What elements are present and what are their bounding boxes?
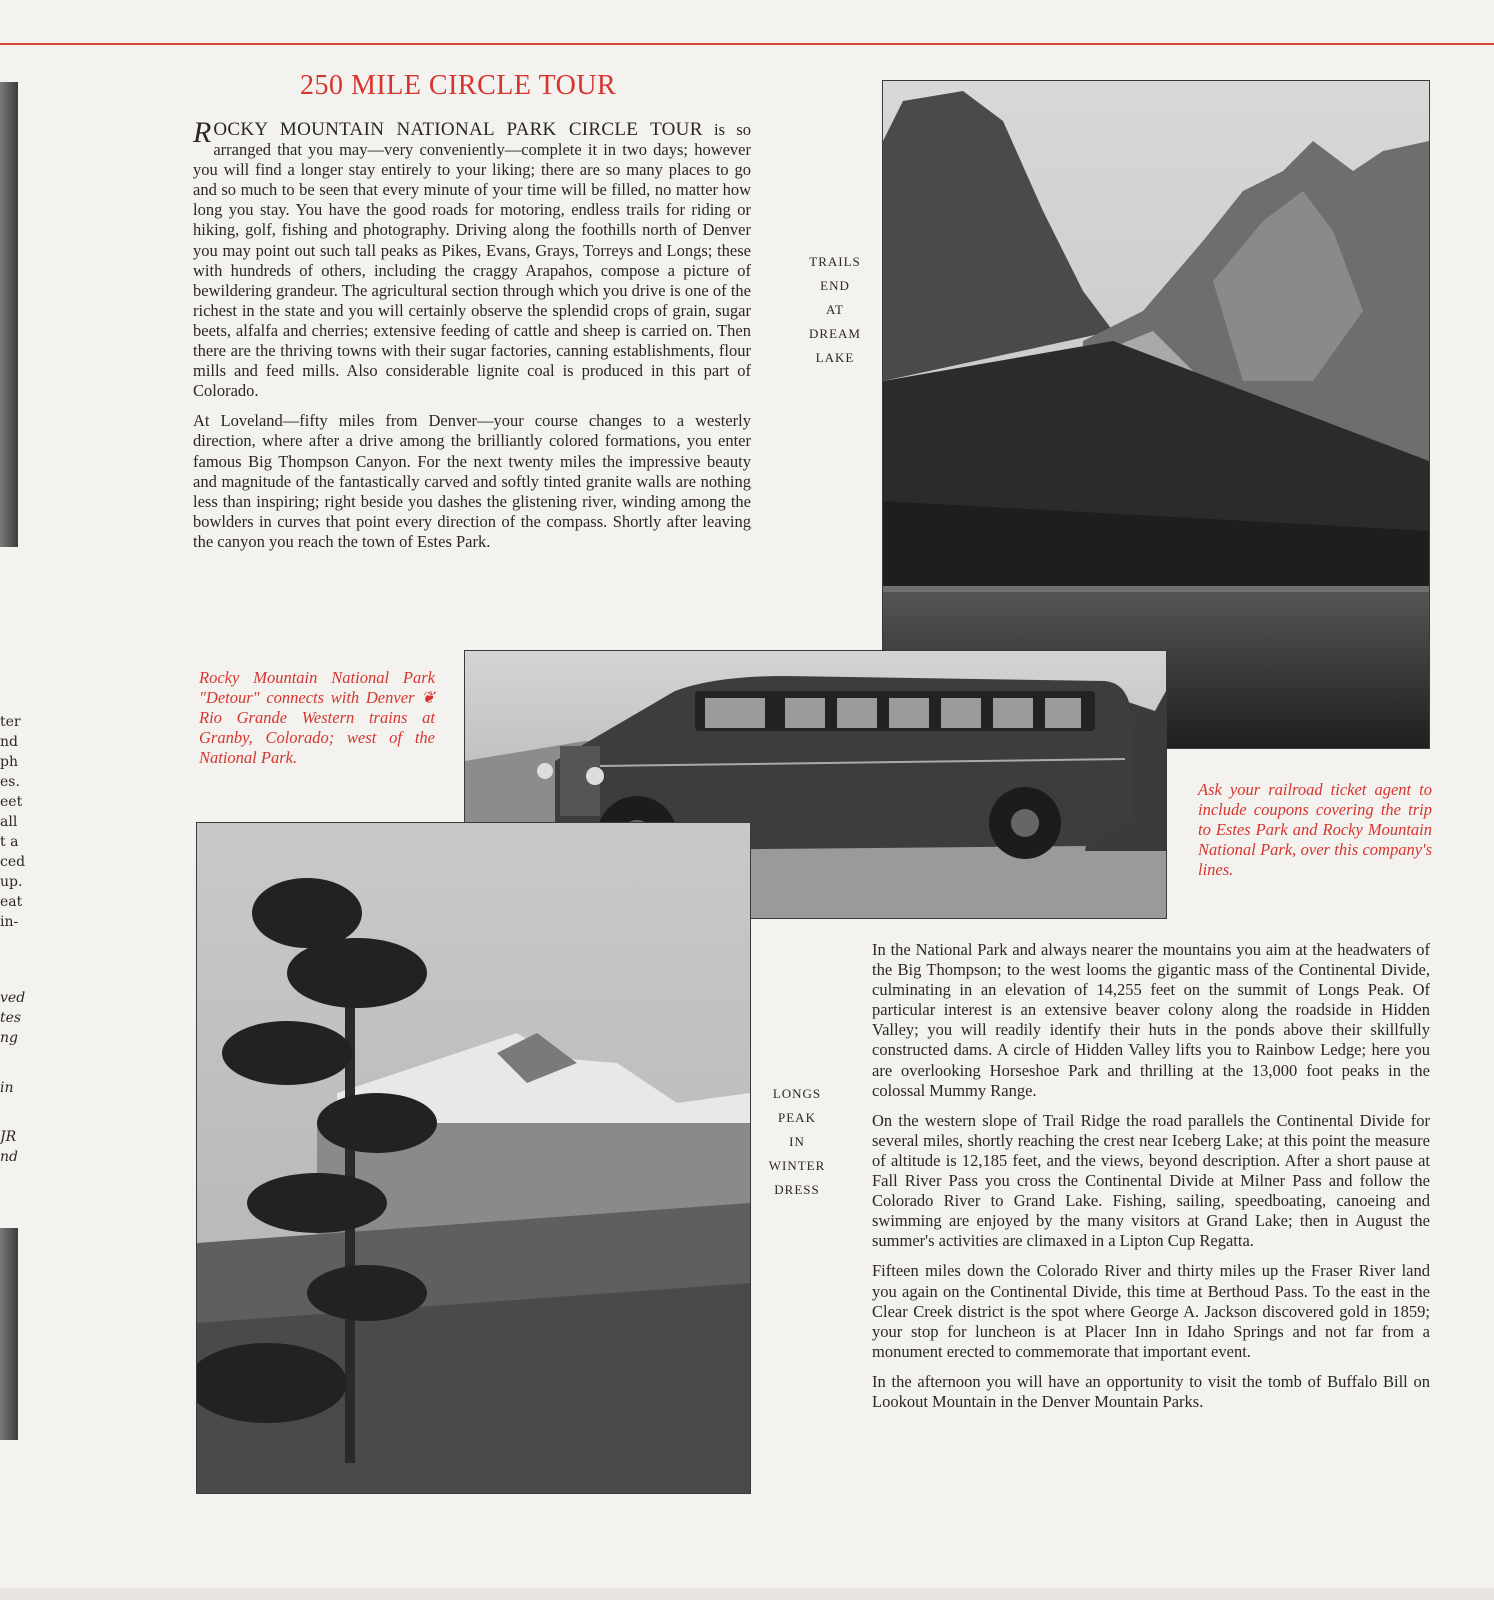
fragment-2: nd [0,734,18,750]
caption-line: IN [789,1134,805,1149]
caption-line: PEAK [778,1110,816,1125]
fragment-i8: nd [0,1149,18,1165]
fragment-i3: ng [0,1030,18,1046]
fragment-4: es. [0,774,20,790]
caption-line: DREAM [809,326,861,341]
afternoon-paragraph: In the afternoon you will have an opportunity to visit the tomb of Buffalo Bill on Lookout Mountain in the Denver Mountain Parks. [872,1371,1430,1411]
photo-dream-lake [882,80,1430,749]
loveland-paragraph: At Loveland—fifty miles from Denver—your course changes to a westerly direction, where after a drive among the brilliantly colored formations, you enter famous Big Thompson Canyon. For the next twenty miles the impressive beauty and magnitude of the fantastically carved and softly tinted granite walls are nothing less than inspiring; right beside you dashes the glistening river, winding among the bowlders in curves that point every direction of the compass. Shortly after leaving the canyon you reach the town of Estes Park. [193,411,751,551]
fragment-11: in- [0,914,19,930]
caption-dream-lake [802,250,868,370]
note-tickets: Ask your railroad ticket agent to include coupons covering the trip to Estes Park and Rocky Mountain National Park, over this company's lines. [1198,780,1432,879]
intro-heading: OCKY MOUNTAIN NATIONAL PARK CIRCLE TOUR [213,119,703,140]
park-column [872,940,1430,1422]
intro-text: is so arranged that you may—very conveniently—complete it in two days; however you will find a longer stay entirely to your liking; there are so many places to go and so much to be seen that every minute of your time will be filled, no matter how long you stay. You have the good roads for motoring, endless trails for riding or hiking, golf, fishing and photography. Driving along the foothills north of Denver you may point out such tall peaks as Pikes, Evans, Grays, Torreys and Longs; these with hundreds of others, including the craggy Arapahos, compose a picture of bewildering grandeur. The agricultural section through which you drive is one of the richest in the state and you will certainly observe the splendid crops of grain, sugar beets, alfalfa and cherries; extensive feeding of cattle and sheep is carried on. Then there are the thriving towns with their sugar factories, canning establishments, flour mills and feed mills. Also considerable lignite coal is produced in this part of Colorado. [193,120,751,401]
adjacent-page-edge [0,0,26,1600]
fragment-7: t a [0,834,19,850]
fragment-10: eat [0,894,23,910]
adjacent-photo-top [0,82,18,547]
caption-line: AT [826,302,844,317]
fraser-paragraph: Fifteen miles down the Colorado River and thirty miles up the Fraser River land you again on the Continental Divide, this time at Berthoud Pass. To the east in the Clear Creek district is the spot where George A. Jackson discovered gold in 1859; your stop for luncheon is at Placer Inn in Idaho Springs and not far from a monument erected to commemorate that important event. [872,1261,1430,1361]
top-red-rule [0,43,1494,45]
caption-longs-peak [762,1082,832,1202]
adjacent-photo-bottom [0,1228,18,1440]
fragment-3: ph [0,754,18,770]
park-paragraph: In the National Park and always nearer the mountains you aim at the headwaters of the Big Thompson; to the west looms the gigantic mass of the Continental Divide, culminating in an elevation of 14,255 feet on the summit of Longs Peak. Of particular interest is an extensive beaver colony along the roadside in Hidden Valley; you will readily identify their huts in the ponds above their skillfully constructed dams. A circle of Hidden Valley lifts you to Rainbow Ledge; here you are overlooking Horseshoe Park and thrilling at the 13,000 foot peaks in the colossal Mummy Range. [872,940,1430,1100]
caption-line: LONGS [772,1086,822,1101]
caption-line: DRESS [774,1182,820,1197]
caption-line: WINTER [768,1158,826,1173]
trail-ridge-paragraph: On the western slope of Trail Ridge the road parallels the Continental Divide for several miles, shortly reaching the crest near Iceberg Lake; at this point the measure of altitude is 12,185 feet, and the views, beyond description. After a short pause at Fall River Pass you cross the Continental Divide at Milner Pass and follow the Colorado River to Grand Lake. Fishing, sailing, speedboating, canoeing and swimming are enjoyed by the many visitors at Grand Lake; then in August the summer's activities are climaxed in a Lipton Cup Regatta. [872,1110,1430,1251]
fragment-i5: in [0,1080,14,1096]
fragment-6: all [0,814,18,830]
fragment-i1: ved [0,990,26,1006]
fragment-i2: tes [0,1010,22,1026]
fragment-5: eet [0,794,23,810]
drop-cap: R [193,116,212,149]
intro-column [193,116,751,562]
caption-line: END [820,278,850,293]
intro-paragraph [193,116,751,401]
photo-longs-peak [196,822,751,1494]
caption-line: LAKE [815,350,855,365]
fragment-9: up. [0,874,23,890]
page-title: 250 MILE CIRCLE TOUR [300,70,617,101]
note-detour: Rocky Mountain National Park "Detour" connects with Denver ❦ Rio Grande Western trains at Granby, Colorado; west of the National Park. [199,668,435,767]
page-bottom-edge [0,1588,1494,1600]
fragment-i7: JR [0,1129,17,1145]
caption-line: TRAILS [809,254,861,269]
fragment-8: ced [0,854,26,870]
fragment-1: ter [0,714,21,730]
